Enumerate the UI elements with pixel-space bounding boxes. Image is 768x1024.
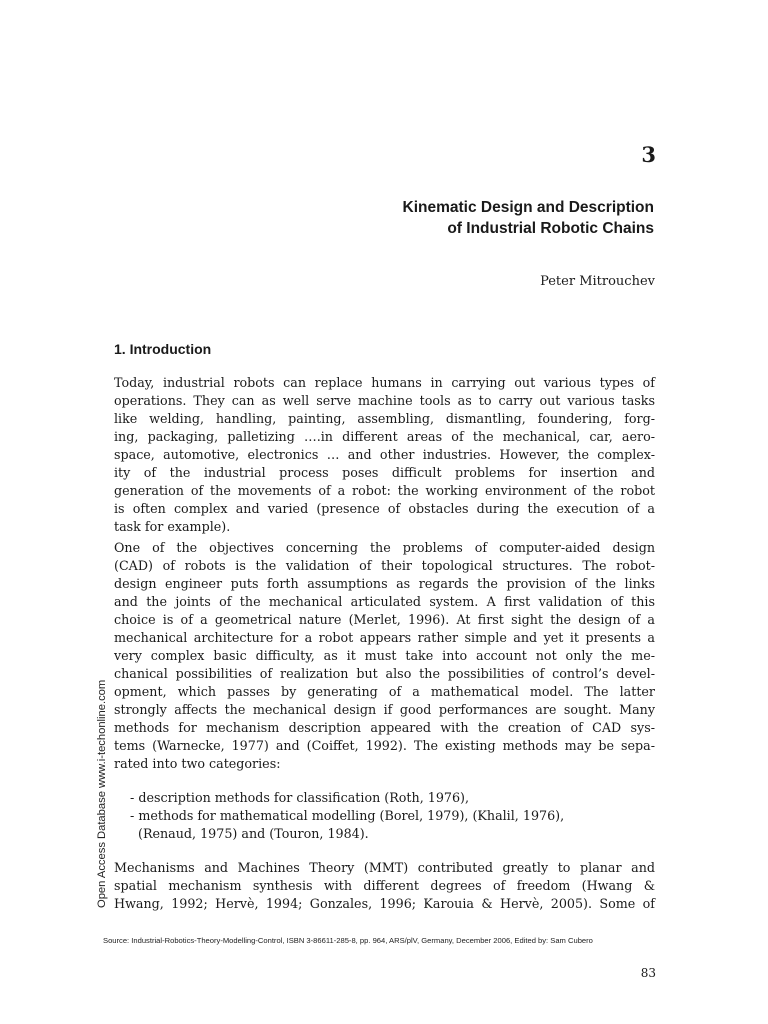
list-item: (Renaud, 1975) and (Touron, 1984). [138,826,369,841]
paragraph-1 [114,374,655,536]
text-line: rated into two categories: [114,756,281,771]
text-line: methods for mechanism description appeared with the creation of CAD sys- [114,720,655,735]
source-note: Source: Industrial-Robotics-Theory-Modelling-Control, ISBN 3-86611-285-8, pp. 964, ARS/plV, Germany, December 2006, Edited by: Sam Cubero [103,936,593,945]
text-line: Mechanisms and Machines Theory (MMT) contributed greatly to planar and [114,860,655,875]
chapter-title [234,197,654,239]
text-line: ing, packaging, palletizing ….in different areas of the mechanical, car, aero- [114,429,655,444]
text-line: space, automotive, electronics … and other industries. However, the complex- [114,447,655,462]
text-line: strongly affects the mechanical design if good performances are sought. Many [114,702,655,717]
text-line: opment, which passes by generating of a mathematical model. The latter [114,684,655,699]
text-line: ity of the industrial process poses difficult problems for insertion and [114,465,655,480]
text-line: operations. They can as well serve machine tools as to carry out various tasks [114,393,655,408]
text-line: task for example). [114,519,231,534]
list-item: - methods for mathematical modelling (Borel, 1979), (Khalil, 1976), [130,808,565,823]
section-heading: 1. Introduction [114,341,212,357]
text-line: Hwang, 1992; Hervè, 1994; Gonzales, 1996; Karouia & Hervè, 2005). Some of [114,896,655,911]
text-line: design engineer puts forth assumptions as regards the provision of the links [114,576,655,591]
text-line: Today, industrial robots can replace humans in carrying out various types of [114,375,655,390]
bullet-list [130,789,650,843]
side-watermark: Open Access Database www.i-techonline.com [96,679,108,908]
text-line: chanical possibilities of realization but also the possibilities of control’s devel- [114,666,655,681]
paragraph-3 [114,859,655,913]
list-item: - description methods for classification (Roth, 1976), [130,790,470,805]
text-line: is often complex and varied (presence of obstacles during the execution of a [114,501,655,516]
chapter-number: 3 [641,142,656,167]
chapter-title-line: of Industrial Robotic Chains [447,220,654,237]
text-line: very complex basic difficulty, as it must take into account not only the me- [114,648,655,663]
author-name: Peter Mitrouchev [540,274,655,289]
text-line: (CAD) of robots is the validation of their topological structures. The robot- [114,558,655,573]
paragraph-2 [114,539,655,773]
text-line: choice is of a geometrical nature (Merlet, 1996). At first sight the design of a [114,612,655,627]
text-line: spatial mechanism synthesis with different degrees of freedom (Hwang & [114,878,655,893]
text-line: tems (Warnecke, 1977) and (Coiffet, 1992). The existing methods may be sepa- [114,738,655,753]
text-line: generation of the movements of a robot: the working environment of the robot [114,483,655,498]
page-number: 83 [640,966,656,980]
text-line: and the joints of the mechanical articulated system. A first validation of this [114,594,655,609]
text-line: mechanical architecture for a robot appears rather simple and yet it presents a [114,630,655,645]
text-line: like welding, handling, painting, assembling, dismantling, foundering, forg- [114,411,655,426]
text-line: One of the objectives concerning the problems of computer-aided design [114,540,655,555]
chapter-title-line: Kinematic Design and Description [402,199,654,216]
